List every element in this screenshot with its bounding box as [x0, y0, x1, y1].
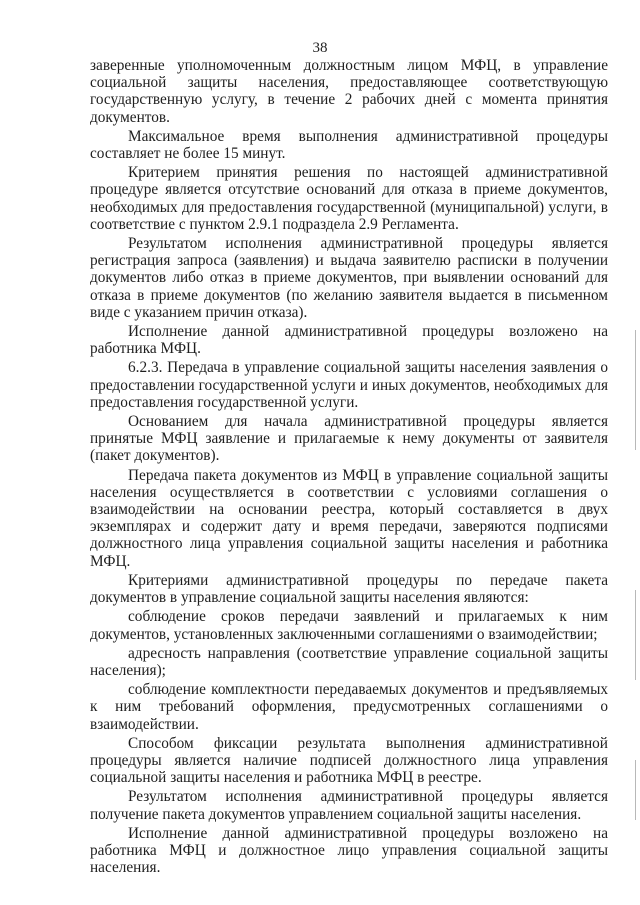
paragraph-basis: Основанием для начала административной процедуры является принятые МФЦ заявление и прилагаемые к нему документы от заявителя (пакет документов). [90, 413, 608, 465]
page-number: 38 [312, 40, 328, 56]
list-item-completeness: соблюдение комплектности передаваемых документов и предъявляемых к ним требований оформления, предусмотренных соглашениями о взаимодействии. [90, 681, 608, 733]
paragraph-continuation: заверенные уполномоченным должностным лицом МФЦ, в управление социальной защиты населения, предоставляющее соответствующую государственную услугу, в течение 2 рабочих дней с момента принятия документов. [90, 57, 608, 126]
paragraph-decision-criterion: Критерием принятия решения по настоящей административной процедуре является отсутствие оснований для отказа в приеме документов, необходимых для предоставления государственной (муниципальной) услуги, в соответствие с пунктом 2.9.1 подраздела 2.9 Регламента. [90, 164, 608, 233]
section-heading-6-2-3: 6.2.3. Передача в управление социальной защиты населения заявления о предоставлении государственной услуги и иных документов, необходимых для предоставления государственной услуги. [90, 359, 608, 411]
list-item-deadlines: соблюдение сроков передачи заявлений и прилагаемых к ним документов, установленных заключенными соглашениями о взаимодействии; [90, 608, 608, 643]
list-item-addressing: адресность направления (соответствие управление социальной защиты населения); [90, 644, 608, 679]
scan-edge-mark [635, 590, 636, 680]
paragraph-result: Результатом исполнения административной процедуры является регистрация запроса (заявления) и выдача заявителю расписки в получении документов либо отказ в приеме документов, при выявлении оснований для отказа в приеме документов (по желанию заявителя выдается в письменном виде с указанием причин отказа). [90, 235, 608, 321]
paragraph-max-time: Максимальное время выполнения административной процедуры составляет не более 15 минут. [90, 127, 608, 163]
scan-edge-mark [635, 760, 636, 820]
paragraph-criteria-intro: Критериями административной процедуры по передаче пакета документов в управление социальной защиты населения являются: [90, 571, 608, 607]
paragraph-transfer-executor: Исполнение данной административной процедуры возложено на работника МФЦ и должностное лицо управления социальной защиты населения. [90, 824, 608, 877]
paragraph-executor: Исполнение данной административной процедуры возложено на работника МФЦ. [90, 323, 608, 358]
document-body [90, 57, 608, 878]
scan-edge-mark [635, 330, 636, 450]
paragraph-fixation-method: Способом фиксации результата выполнения административной процедуры является наличие подписей должностного лица управления социальной защиты населения и работника МФЦ в реестре. [90, 734, 608, 787]
paragraph-transfer: Передача пакета документов из МФЦ в управление социальной защиты населения осуществляется в соответствии с условиями соглашения о взаимодействии на основании реестра, который составляется в двух экземплярах и содержит дату и время передачи, заверяются подписями должностного лица управления социальной защиты населения и работника МФЦ. [90, 466, 608, 570]
paragraph-transfer-result: Результатом исполнения административной процедуры является получение пакета документов управлением социальной защиты населения. [90, 788, 608, 823]
